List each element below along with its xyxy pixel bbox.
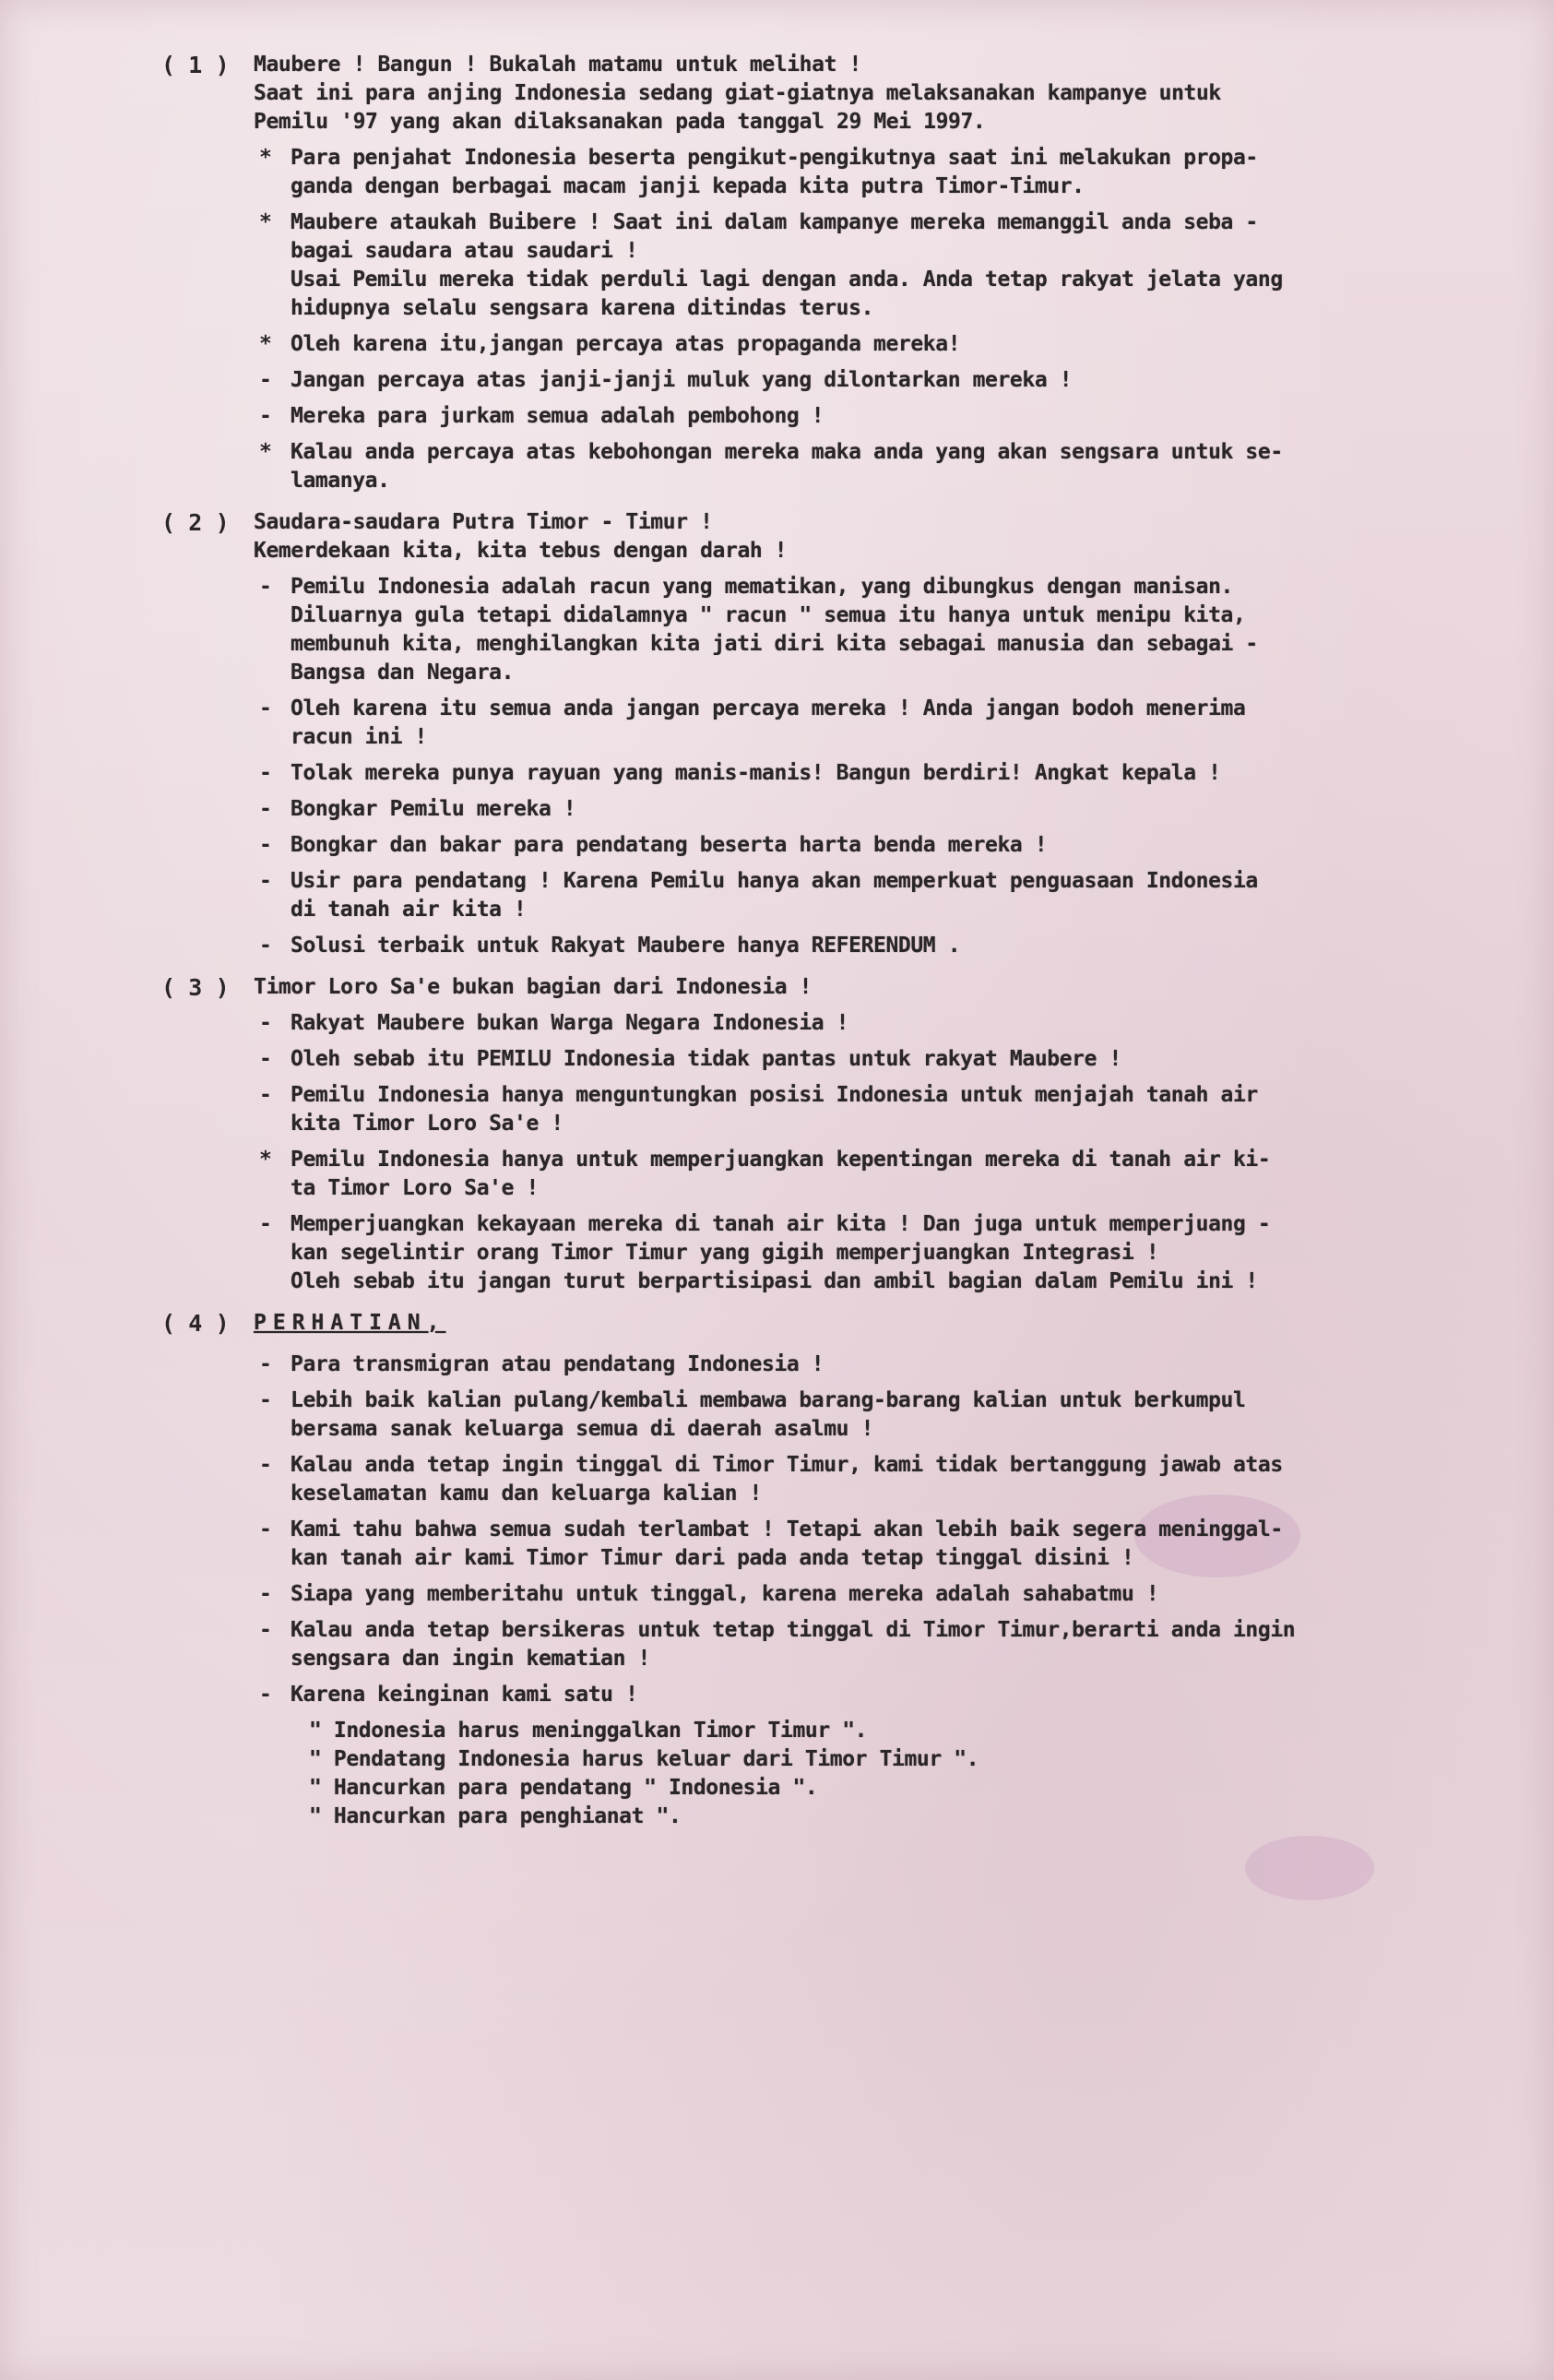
text-line: Kalau anda tetap ingin tinggal di Timor Timur, kami tidak bertanggung jawab atas bbox=[291, 1453, 1283, 1477]
bullet-item bbox=[254, 1386, 1494, 1444]
text-line: Siapa yang memberitahu untuk tinggal, karena mereka adalah sahabatmu ! bbox=[291, 1582, 1159, 1606]
text-line: Lebih baik kalian pulang/kembali membawa barang-barang kalian untuk berkumpul bbox=[291, 1388, 1246, 1412]
asterisk-bullet: * bbox=[259, 440, 272, 464]
text-line: Kami tahu bahwa semua sudah terlambat ! Tetapi akan lebih baik segera meninggal- bbox=[291, 1517, 1283, 1541]
dash-bullet: - bbox=[259, 833, 272, 857]
dash-bullet: - bbox=[259, 934, 272, 958]
bullet-item bbox=[254, 208, 1494, 323]
section-1 bbox=[161, 51, 1494, 495]
dash-bullet: - bbox=[259, 404, 272, 428]
dash-bullet: - bbox=[259, 1388, 272, 1412]
dash-bullet: - bbox=[259, 797, 272, 821]
text-line: Pemilu '97 yang akan dilaksanakan pada tanggal 29 Mei 1997. bbox=[254, 110, 986, 134]
bullet-item bbox=[254, 795, 1494, 824]
text-line: Karena keinginan kami satu ! bbox=[291, 1683, 638, 1707]
bullet-item bbox=[254, 759, 1494, 788]
paragraph bbox=[254, 1717, 1494, 1831]
text-line: Kalau anda tetap bersikeras untuk tetap tinggal di Timor Timur,berarti anda ingin bbox=[291, 1618, 1296, 1642]
bullet-item bbox=[254, 1146, 1494, 1203]
text-line: kita Timor Loro Sa'e ! bbox=[291, 1112, 563, 1136]
text-line: membunuh kita, menghilangkan kita jati diri kita sebagai manusia dan sebagai - bbox=[291, 632, 1258, 656]
dash-bullet: - bbox=[259, 1582, 272, 1606]
text-line: Bongkar dan bakar para pendatang beserta harta benda mereka ! bbox=[291, 833, 1048, 857]
dash-bullet: - bbox=[259, 869, 272, 893]
section-heading: PERHATIAN, bbox=[254, 1311, 446, 1335]
bullet-item bbox=[254, 1045, 1494, 1074]
text-line: sengsara dan ingin kematian ! bbox=[291, 1647, 650, 1671]
text-line: bagai saudara atau saudari ! bbox=[291, 239, 638, 263]
text-line: Usai Pemilu mereka tidak perduli lagi dengan anda. Anda tetap rakyat jelata yang bbox=[291, 268, 1283, 292]
bullet-item bbox=[254, 1081, 1494, 1138]
dash-bullet: - bbox=[259, 1047, 272, 1071]
text-line: Oleh karena itu,jangan percaya atas propaganda mereka! bbox=[291, 332, 961, 356]
bullet-item bbox=[254, 573, 1494, 687]
asterisk-bullet: * bbox=[259, 146, 272, 170]
bullet-item bbox=[254, 438, 1494, 495]
bullet-item bbox=[254, 366, 1494, 395]
dash-bullet: - bbox=[259, 575, 272, 599]
text-line: " Pendatang Indonesia harus keluar dari Timor Timur ". bbox=[309, 1747, 979, 1771]
text-line: Bangsa dan Negara. bbox=[291, 660, 515, 684]
text-line: Maubere ataukah Buibere ! Saat ini dalam kampanye mereka memanggil anda seba - bbox=[291, 210, 1258, 234]
text-line: Saudara-saudara Putra Timor - Timur ! bbox=[254, 510, 713, 534]
text-line: Rakyat Maubere bukan Warga Negara Indonesia ! bbox=[291, 1011, 849, 1035]
text-line: racun ini ! bbox=[291, 725, 427, 749]
dash-bullet: - bbox=[259, 1352, 272, 1376]
text-line: " Hancurkan para penghianat ". bbox=[309, 1804, 682, 1828]
section-2 bbox=[161, 508, 1494, 960]
section-number: ( 3 ) bbox=[161, 974, 230, 1001]
text-line: ganda dengan berbagai macam janji kepada kita putra Timor-Timur. bbox=[291, 174, 1085, 198]
dash-bullet: - bbox=[259, 368, 272, 392]
bullet-item bbox=[254, 144, 1494, 201]
text-line: ta Timor Loro Sa'e ! bbox=[291, 1176, 539, 1200]
dash-bullet: - bbox=[259, 1453, 272, 1477]
dash-bullet: - bbox=[259, 761, 272, 785]
text-line: Para transmigran atau pendatang Indonesia ! bbox=[291, 1352, 824, 1376]
dash-bullet: - bbox=[259, 1683, 272, 1707]
text-line: kan segelintir orang Timor Timur yang gigih memperjuangkan Integrasi ! bbox=[291, 1241, 1159, 1265]
bullet-item bbox=[254, 1580, 1494, 1609]
text-line: di tanah air kita ! bbox=[291, 898, 527, 922]
asterisk-bullet: * bbox=[259, 210, 272, 234]
text-line: Para penjahat Indonesia beserta pengikut-pengikutnya saat ini melakukan propa- bbox=[291, 146, 1258, 170]
text-line: keselamatan kamu dan keluarga kalian ! bbox=[291, 1482, 762, 1505]
text-line: Pemilu Indonesia hanya untuk memperjuangkan kepentingan mereka di tanah air ki- bbox=[291, 1148, 1271, 1172]
text-line: " Indonesia harus meninggalkan Timor Timur ". bbox=[309, 1719, 868, 1743]
bullet-item bbox=[254, 402, 1494, 431]
text-line: kan tanah air kami Timor Timur dari pada anda tetap tinggal disini ! bbox=[291, 1546, 1134, 1570]
bullet-item bbox=[254, 1681, 1494, 1709]
typed-leaflet bbox=[161, 51, 1494, 1844]
section-number: ( 2 ) bbox=[161, 509, 230, 536]
bullet-item bbox=[254, 1516, 1494, 1573]
section-number: ( 1 ) bbox=[161, 52, 230, 78]
paragraph bbox=[254, 51, 1494, 137]
bullet-item bbox=[254, 1616, 1494, 1673]
text-line: " Hancurkan para pendatang " Indonesia ". bbox=[309, 1776, 818, 1800]
bullet-item bbox=[254, 1351, 1494, 1379]
section-3 bbox=[161, 973, 1494, 1296]
text-line: Mereka para jurkam semua adalah pembohong ! bbox=[291, 404, 824, 428]
text-line: Saat ini para anjing Indonesia sedang giat-giatnya melaksanakan kampanye untuk bbox=[254, 81, 1221, 105]
ink-stain bbox=[1245, 1836, 1374, 1900]
text-line: Oleh sebab itu jangan turut berpartisipasi dan ambil bagian dalam Pemilu ini ! bbox=[291, 1269, 1258, 1293]
paragraph bbox=[254, 508, 1494, 565]
section-4 bbox=[161, 1309, 1494, 1831]
text-line: Maubere ! Bangun ! Bukalah matamu untuk melihat ! bbox=[254, 53, 861, 77]
text-line: Memperjuangkan kekayaan mereka di tanah air kita ! Dan juga untuk memperjuang - bbox=[291, 1212, 1271, 1236]
text-line: Usir para pendatang ! Karena Pemilu hanya akan memperkuat penguasaan Indonesia bbox=[291, 869, 1258, 893]
bullet-item bbox=[254, 831, 1494, 860]
dash-bullet: - bbox=[259, 1618, 272, 1642]
dash-bullet: - bbox=[259, 696, 272, 720]
text-line: Pemilu Indonesia hanya menguntungkan posisi Indonesia untuk menjajah tanah air bbox=[291, 1083, 1258, 1107]
text-line: Oleh karena itu semua anda jangan percaya mereka ! Anda jangan bodoh menerima bbox=[291, 696, 1246, 720]
text-line: hidupnya selalu sengsara karena ditindas terus. bbox=[291, 296, 874, 320]
text-line: Bongkar Pemilu mereka ! bbox=[291, 797, 576, 821]
text-line: Pemilu Indonesia adalah racun yang mematikan, yang dibungkus dengan manisan. bbox=[291, 575, 1233, 599]
bullet-item bbox=[254, 695, 1494, 752]
text-line: Oleh sebab itu PEMILU Indonesia tidak pantas untuk rakyat Maubere ! bbox=[291, 1047, 1121, 1071]
bullet-item bbox=[254, 867, 1494, 924]
dash-bullet: - bbox=[259, 1011, 272, 1035]
text-line: Tolak mereka punya rayuan yang manis-manis! Bangun berdiri! Angkat kepala ! bbox=[291, 761, 1221, 785]
text-line: Solusi terbaik untuk Rakyat Maubere hanya REFERENDUM . bbox=[291, 934, 961, 958]
text-line: Kalau anda percaya atas kebohongan mereka maka anda yang akan sengsara untuk se- bbox=[291, 440, 1283, 464]
bullet-item bbox=[254, 330, 1494, 359]
bullet-item bbox=[254, 1451, 1494, 1508]
asterisk-bullet: * bbox=[259, 1148, 272, 1172]
asterisk-bullet: * bbox=[259, 332, 272, 356]
section-number: ( 4 ) bbox=[161, 1310, 230, 1337]
text-line: lamanya. bbox=[291, 469, 390, 493]
text-line: bersama sanak keluarga semua di daerah asalmu ! bbox=[291, 1417, 874, 1441]
dash-bullet: - bbox=[259, 1517, 272, 1541]
dash-bullet: - bbox=[259, 1083, 272, 1107]
bullet-item bbox=[254, 1009, 1494, 1038]
text-line: Timor Loro Sa'e bukan bagian dari Indonesia ! bbox=[254, 975, 813, 999]
bullet-item bbox=[254, 1210, 1494, 1296]
bullet-item bbox=[254, 932, 1494, 960]
text-line: Kemerdekaan kita, kita tebus dengan darah ! bbox=[254, 539, 788, 563]
paragraph bbox=[254, 973, 1494, 1002]
text-line: Jangan percaya atas janji-janji muluk yang dilontarkan mereka ! bbox=[291, 368, 1073, 392]
text-line: Diluarnya gula tetapi didalamnya " racun " semua itu hanya untuk menipu kita, bbox=[291, 603, 1246, 627]
dash-bullet: - bbox=[259, 1212, 272, 1236]
